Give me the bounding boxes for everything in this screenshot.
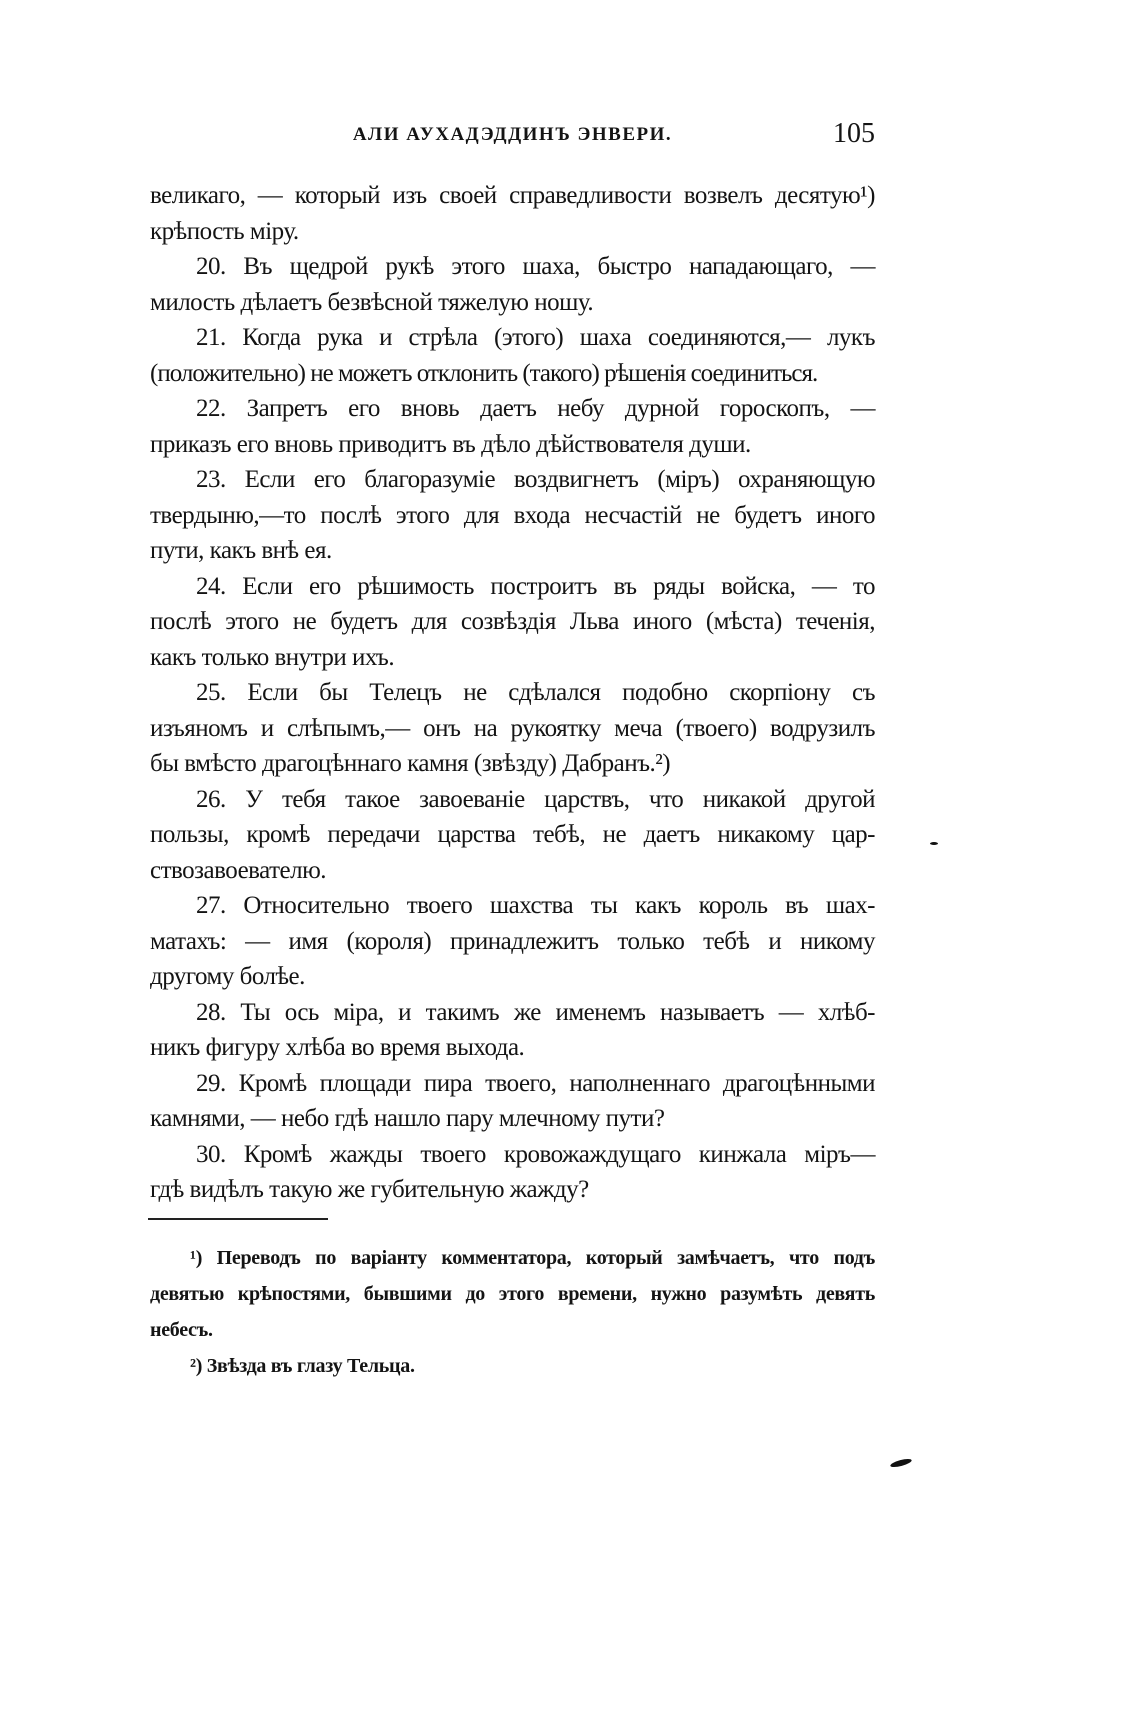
text-line: 23. Если его благоразуміе воздвигнетъ (міръ) охраняющую	[196, 466, 875, 493]
text-line: 29. Кромѣ площади пира твоего, наполненнаго драгоцѣнными	[196, 1069, 875, 1097]
text-line: 21. Когда рука и стрѣла (этого) шаха соединяются,— лукъ	[196, 324, 875, 351]
text-line: послѣ этого не будетъ для созвѣздія Льва иного (мѣста) теченія,	[150, 608, 875, 635]
text-line: никъ фигуру хлѣба во время выхода.	[150, 1034, 525, 1061]
text-line: ствозавоевателю.	[150, 856, 327, 884]
text-line: пути, какъ внѣ ея.	[150, 537, 332, 564]
text-line: 27. Относительно твоего шахства ты какъ король въ шах-	[196, 892, 875, 919]
footnote-divider	[148, 1218, 328, 1220]
page-number: 105	[833, 118, 875, 149]
text-line: небесъ.	[150, 1319, 213, 1341]
text-line: 24. Если его рѣшимость построитъ въ ряды войска, — то	[196, 572, 875, 600]
text-line: девятью крѣпостями, бывшими до этого времени, нужно разумѣть девять	[150, 1283, 875, 1305]
text-line: изъяномъ и слѣпымъ,— онъ на рукоятку меча (твоего) водрузилъ	[150, 714, 875, 742]
text-line: ²) Звѣзда въ глазу Тельца.	[190, 1355, 415, 1377]
footnote-1	[150, 1240, 875, 1348]
text-line: великаго, — который изъ своей справедливости возвелъ десятую¹)	[150, 182, 875, 209]
verse-29	[150, 1066, 875, 1137]
scan-speck	[930, 842, 938, 845]
running-title: АЛИ АУХАДЭДДИНЪ ЭНВЕРИ.	[352, 124, 673, 145]
text-line: 20. Въ щедрой рукѣ этого шаха, быстро нападающаго, —	[196, 253, 875, 280]
text-line: 30. Кромѣ жажды твоего кровожаждущаго кинжала міръ—	[196, 1140, 875, 1168]
text-line: матахъ: — имя (короля) принадлежитъ только тебѣ и никому	[150, 927, 875, 955]
text-line: (положительно) не можетъ отклонить (такого) рѣшенія соединиться.	[150, 359, 818, 387]
verse-28	[150, 995, 875, 1066]
paragraph-continuation	[150, 178, 875, 249]
text-line: бы вмѣсто драгоцѣннаго камня (звѣзду) Дабранъ.²)	[150, 750, 671, 777]
page-header	[150, 118, 875, 150]
text-line: милость дѣлаетъ безвѣсной тяжелую ношу.	[150, 288, 594, 316]
text-line: камнями, — небо гдѣ нашло пару млечному пути?	[150, 1105, 665, 1132]
verse-22	[150, 391, 875, 462]
verse-27	[150, 888, 875, 995]
text-line: какъ только внутри ихъ.	[150, 643, 395, 671]
verse-30	[150, 1137, 875, 1208]
text-line: приказъ его вновь приводитъ въ дѣло дѣйствователя души.	[150, 430, 751, 458]
verse-25	[150, 675, 875, 782]
main-text	[150, 178, 875, 1208]
text-line: пользы, кромѣ передачи царства тебѣ, не даетъ никакому цар-	[150, 821, 875, 848]
verse-24	[150, 569, 875, 676]
text-line: другому болѣе.	[150, 963, 305, 990]
text-line: крѣпость міру.	[150, 217, 299, 245]
text-line: твердыню,—то послѣ этого для входа несчастій не будетъ иного	[150, 501, 875, 529]
text-line: 26. У тебя такое завоеваніе царствъ, что никакой другой	[196, 785, 875, 813]
text-line: 28. Ты ось міра, и такимъ же именемъ называетъ — хлѣб-	[196, 998, 875, 1026]
text-line: гдѣ видѣлъ такую же губительную жажду?	[150, 1176, 589, 1203]
verse-26	[150, 782, 875, 889]
text-line: ¹) Переводъ по варіанту комментатора, который замѣчаетъ, что подъ	[190, 1247, 875, 1269]
scan-speck	[890, 1457, 913, 1468]
text-line: 25. Если бы Телецъ не сдѣлался подобно скорпіону съ	[196, 679, 875, 706]
verse-20	[150, 249, 875, 320]
text-line: 22. Запретъ его вновь даетъ небу дурной гороскопъ, —	[196, 395, 875, 422]
verse-23	[150, 462, 875, 569]
footnote-2	[150, 1348, 875, 1384]
footnotes	[150, 1240, 875, 1384]
verse-21	[150, 320, 875, 391]
